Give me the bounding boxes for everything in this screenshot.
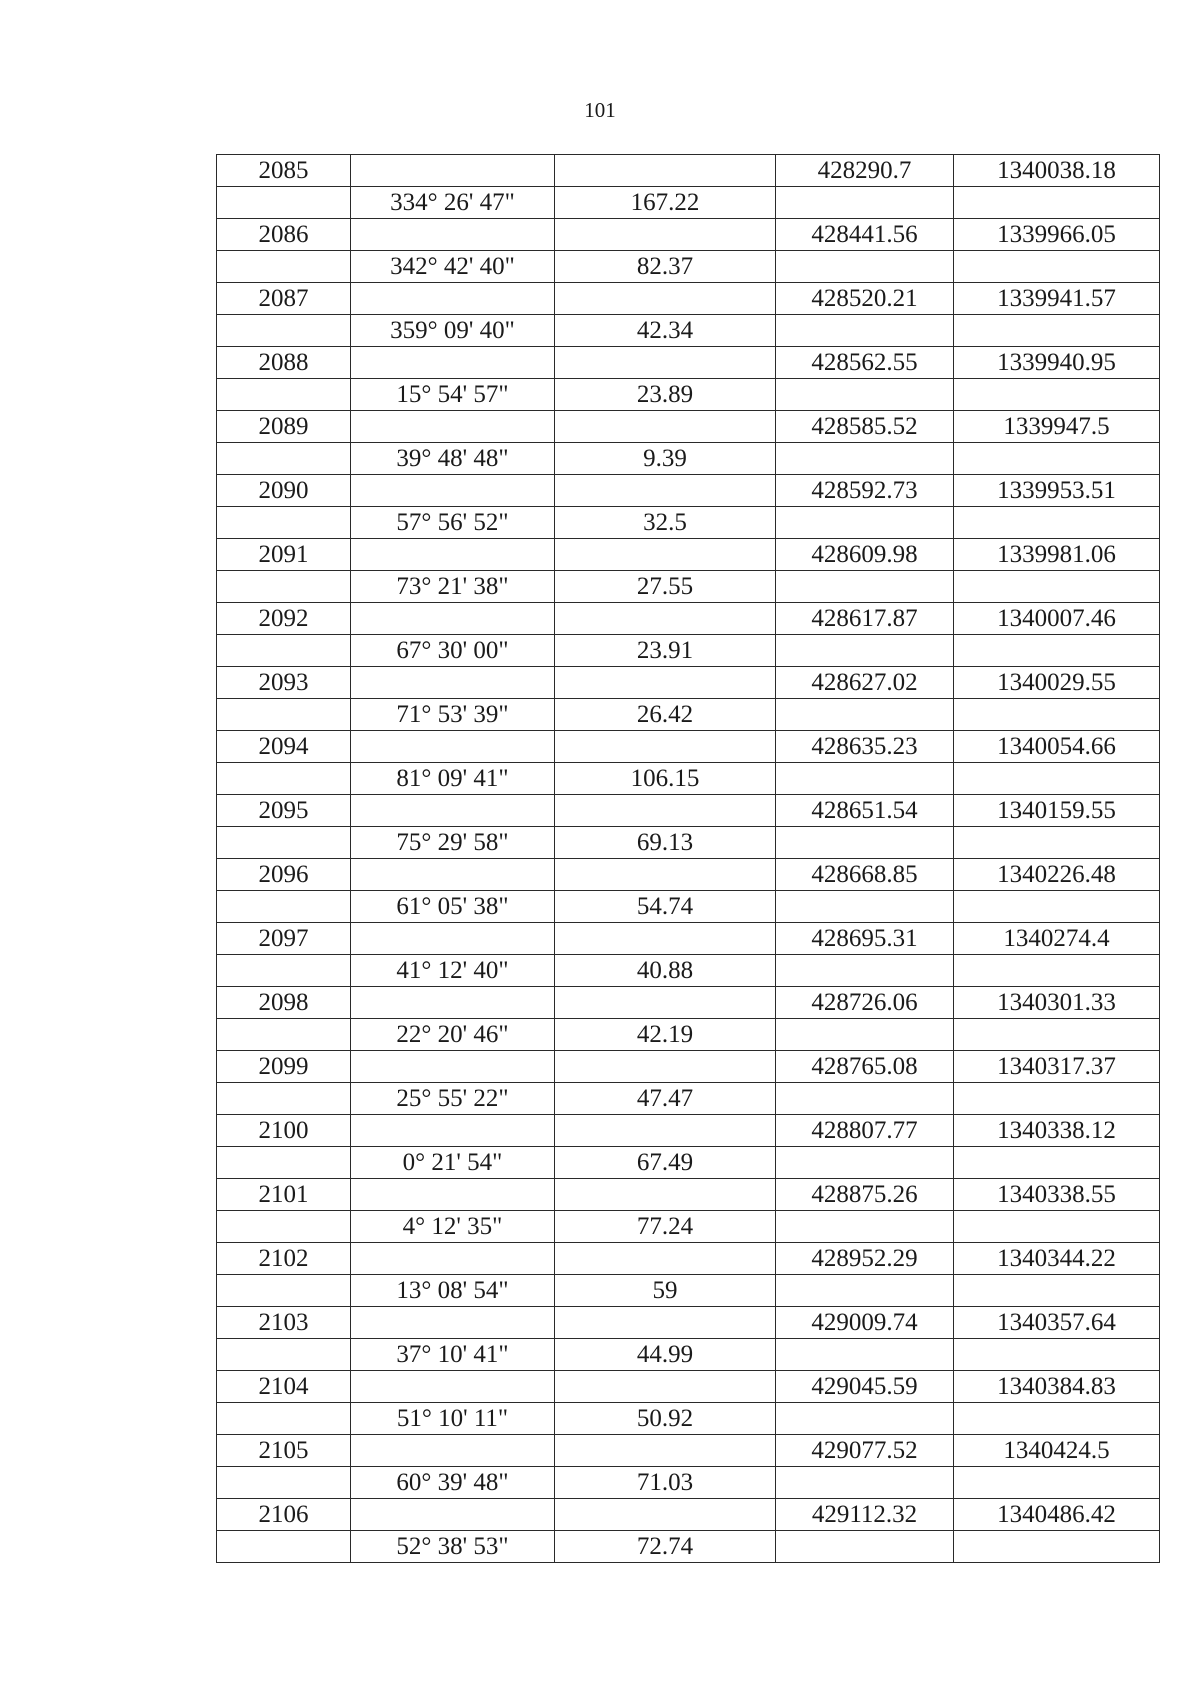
easting-cell: 428635.23	[776, 731, 954, 763]
empty-cell	[776, 443, 954, 475]
empty-cell	[351, 1243, 555, 1275]
leg-row	[217, 1083, 1160, 1115]
northing-cell: 1340338.12	[954, 1115, 1160, 1147]
bearing-cell: 0° 21' 54"	[351, 1147, 555, 1179]
point-row	[217, 795, 1160, 827]
empty-cell	[351, 1051, 555, 1083]
bearing-cell: 22° 20' 46"	[351, 1019, 555, 1051]
point-row	[217, 347, 1160, 379]
point-row	[217, 1499, 1160, 1531]
bearing-cell: 71° 53' 39"	[351, 699, 555, 731]
point-id-cell: 2103	[217, 1307, 351, 1339]
easting-cell: 428875.26	[776, 1179, 954, 1211]
distance-cell: 47.47	[555, 1083, 776, 1115]
northing-cell: 1340344.22	[954, 1243, 1160, 1275]
empty-cell	[217, 955, 351, 987]
point-id-cell: 2093	[217, 667, 351, 699]
easting-cell: 428765.08	[776, 1051, 954, 1083]
empty-cell	[217, 699, 351, 731]
empty-cell	[776, 1403, 954, 1435]
empty-cell	[351, 1435, 555, 1467]
easting-cell: 428562.55	[776, 347, 954, 379]
empty-cell	[555, 987, 776, 1019]
empty-cell	[351, 539, 555, 571]
empty-cell	[351, 1179, 555, 1211]
empty-cell	[555, 1243, 776, 1275]
empty-cell	[776, 1339, 954, 1371]
distance-cell: 50.92	[555, 1403, 776, 1435]
table-body	[217, 155, 1160, 1563]
point-row	[217, 539, 1160, 571]
page-number: 101	[584, 98, 616, 122]
empty-cell	[555, 667, 776, 699]
distance-cell: 23.91	[555, 635, 776, 667]
survey-coordinates-table	[216, 154, 1160, 1563]
empty-cell	[351, 347, 555, 379]
leg-row	[217, 571, 1160, 603]
northing-cell: 1340486.42	[954, 1499, 1160, 1531]
empty-cell	[217, 1467, 351, 1499]
northing-cell: 1339947.5	[954, 411, 1160, 443]
northing-cell: 1340424.5	[954, 1435, 1160, 1467]
distance-cell: 40.88	[555, 955, 776, 987]
bearing-cell: 57° 56' 52"	[351, 507, 555, 539]
point-id-cell: 2088	[217, 347, 351, 379]
leg-row	[217, 827, 1160, 859]
northing-cell: 1340159.55	[954, 795, 1160, 827]
empty-cell	[351, 1371, 555, 1403]
empty-cell	[217, 1211, 351, 1243]
northing-cell: 1340054.66	[954, 731, 1160, 763]
leg-row	[217, 1339, 1160, 1371]
empty-cell	[555, 923, 776, 955]
point-id-cell: 2104	[217, 1371, 351, 1403]
empty-cell	[217, 507, 351, 539]
empty-cell	[954, 187, 1160, 219]
empty-cell	[351, 859, 555, 891]
empty-cell	[954, 1275, 1160, 1307]
northing-cell: 1340274.4	[954, 923, 1160, 955]
distance-cell: 42.19	[555, 1019, 776, 1051]
point-row	[217, 1371, 1160, 1403]
empty-cell	[217, 1339, 351, 1371]
empty-cell	[776, 763, 954, 795]
distance-cell: 32.5	[555, 507, 776, 539]
empty-cell	[555, 1115, 776, 1147]
point-row	[217, 603, 1160, 635]
empty-cell	[954, 1083, 1160, 1115]
northing-cell: 1339953.51	[954, 475, 1160, 507]
leg-row	[217, 1019, 1160, 1051]
distance-cell: 59	[555, 1275, 776, 1307]
distance-cell: 9.39	[555, 443, 776, 475]
leg-row	[217, 251, 1160, 283]
northing-cell: 1339940.95	[954, 347, 1160, 379]
leg-row	[217, 1275, 1160, 1307]
empty-cell	[776, 571, 954, 603]
empty-cell	[776, 251, 954, 283]
point-row	[217, 411, 1160, 443]
empty-cell	[217, 187, 351, 219]
point-id-cell: 2097	[217, 923, 351, 955]
point-id-cell: 2106	[217, 1499, 351, 1531]
empty-cell	[351, 155, 555, 187]
easting-cell: 428520.21	[776, 283, 954, 315]
empty-cell	[954, 891, 1160, 923]
distance-cell: 71.03	[555, 1467, 776, 1499]
empty-cell	[217, 1147, 351, 1179]
bearing-cell: 15° 54' 57"	[351, 379, 555, 411]
point-row	[217, 283, 1160, 315]
bearing-cell: 51° 10' 11"	[351, 1403, 555, 1435]
empty-cell	[776, 699, 954, 731]
point-row	[217, 475, 1160, 507]
point-row	[217, 923, 1160, 955]
point-row	[217, 1435, 1160, 1467]
empty-cell	[351, 1115, 555, 1147]
easting-cell: 429045.59	[776, 1371, 954, 1403]
empty-cell	[776, 635, 954, 667]
easting-cell: 428668.85	[776, 859, 954, 891]
bearing-cell: 342° 42' 40"	[351, 251, 555, 283]
bearing-cell: 13° 08' 54"	[351, 1275, 555, 1307]
leg-row	[217, 1147, 1160, 1179]
bearing-cell: 4° 12' 35"	[351, 1211, 555, 1243]
northing-cell: 1340301.33	[954, 987, 1160, 1019]
point-id-cell: 2098	[217, 987, 351, 1019]
distance-cell: 26.42	[555, 699, 776, 731]
easting-cell: 429009.74	[776, 1307, 954, 1339]
empty-cell	[954, 763, 1160, 795]
leg-row	[217, 315, 1160, 347]
empty-cell	[351, 475, 555, 507]
empty-cell	[776, 1467, 954, 1499]
empty-cell	[776, 187, 954, 219]
empty-cell	[555, 1371, 776, 1403]
empty-cell	[351, 795, 555, 827]
bearing-cell: 41° 12' 40"	[351, 955, 555, 987]
leg-row	[217, 891, 1160, 923]
empty-cell	[217, 1403, 351, 1435]
empty-cell	[217, 379, 351, 411]
northing-cell: 1340038.18	[954, 155, 1160, 187]
empty-cell	[217, 443, 351, 475]
empty-cell	[954, 635, 1160, 667]
northing-cell: 1340226.48	[954, 859, 1160, 891]
northing-cell: 1340357.64	[954, 1307, 1160, 1339]
empty-cell	[555, 795, 776, 827]
bearing-cell: 52° 38' 53"	[351, 1531, 555, 1563]
northing-cell: 1339941.57	[954, 283, 1160, 315]
empty-cell	[954, 315, 1160, 347]
empty-cell	[351, 923, 555, 955]
leg-row	[217, 1211, 1160, 1243]
point-id-cell: 2091	[217, 539, 351, 571]
empty-cell	[555, 731, 776, 763]
empty-cell	[351, 603, 555, 635]
point-id-cell: 2099	[217, 1051, 351, 1083]
point-row	[217, 667, 1160, 699]
empty-cell	[776, 827, 954, 859]
empty-cell	[351, 1499, 555, 1531]
northing-cell: 1339966.05	[954, 219, 1160, 251]
empty-cell	[776, 1211, 954, 1243]
northing-cell: 1339981.06	[954, 539, 1160, 571]
distance-cell: 69.13	[555, 827, 776, 859]
distance-cell: 167.22	[555, 187, 776, 219]
empty-cell	[776, 1083, 954, 1115]
empty-cell	[776, 1019, 954, 1051]
point-id-cell: 2102	[217, 1243, 351, 1275]
empty-cell	[776, 1531, 954, 1563]
empty-cell	[217, 827, 351, 859]
distance-cell: 77.24	[555, 1211, 776, 1243]
leg-row	[217, 379, 1160, 411]
empty-cell	[954, 1339, 1160, 1371]
empty-cell	[954, 571, 1160, 603]
empty-cell	[954, 379, 1160, 411]
distance-cell: 67.49	[555, 1147, 776, 1179]
leg-row	[217, 1403, 1160, 1435]
bearing-cell: 37° 10' 41"	[351, 1339, 555, 1371]
point-row	[217, 1307, 1160, 1339]
easting-cell: 428807.77	[776, 1115, 954, 1147]
empty-cell	[954, 1531, 1160, 1563]
empty-cell	[555, 347, 776, 379]
easting-cell: 428290.7	[776, 155, 954, 187]
easting-cell: 428617.87	[776, 603, 954, 635]
empty-cell	[954, 827, 1160, 859]
distance-cell: 44.99	[555, 1339, 776, 1371]
leg-row	[217, 699, 1160, 731]
empty-cell	[217, 1531, 351, 1563]
empty-cell	[954, 507, 1160, 539]
leg-row	[217, 1467, 1160, 1499]
easting-cell: 429077.52	[776, 1435, 954, 1467]
northing-cell: 1340384.83	[954, 1371, 1160, 1403]
empty-cell	[776, 1275, 954, 1307]
empty-cell	[555, 859, 776, 891]
empty-cell	[954, 1147, 1160, 1179]
distance-cell: 23.89	[555, 379, 776, 411]
bearing-cell: 73° 21' 38"	[351, 571, 555, 603]
empty-cell	[776, 507, 954, 539]
bearing-cell: 25° 55' 22"	[351, 1083, 555, 1115]
point-id-cell: 2094	[217, 731, 351, 763]
northing-cell: 1340007.46	[954, 603, 1160, 635]
point-id-cell: 2089	[217, 411, 351, 443]
point-id-cell: 2092	[217, 603, 351, 635]
empty-cell	[555, 603, 776, 635]
point-row	[217, 987, 1160, 1019]
bearing-cell: 359° 09' 40"	[351, 315, 555, 347]
empty-cell	[776, 379, 954, 411]
easting-cell: 429112.32	[776, 1499, 954, 1531]
empty-cell	[217, 251, 351, 283]
point-row	[217, 1243, 1160, 1275]
empty-cell	[776, 955, 954, 987]
empty-cell	[776, 891, 954, 923]
point-id-cell: 2101	[217, 1179, 351, 1211]
empty-cell	[954, 955, 1160, 987]
point-id-cell: 2095	[217, 795, 351, 827]
empty-cell	[954, 443, 1160, 475]
empty-cell	[217, 891, 351, 923]
point-row	[217, 155, 1160, 187]
empty-cell	[555, 1499, 776, 1531]
easting-cell: 428441.56	[776, 219, 954, 251]
distance-cell: 72.74	[555, 1531, 776, 1563]
northing-cell: 1340338.55	[954, 1179, 1160, 1211]
point-row	[217, 1179, 1160, 1211]
easting-cell: 428651.54	[776, 795, 954, 827]
empty-cell	[555, 1179, 776, 1211]
distance-cell: 42.34	[555, 315, 776, 347]
empty-cell	[351, 411, 555, 443]
easting-cell: 428609.98	[776, 539, 954, 571]
point-id-cell: 2096	[217, 859, 351, 891]
empty-cell	[954, 251, 1160, 283]
easting-cell: 428592.73	[776, 475, 954, 507]
easting-cell: 428627.02	[776, 667, 954, 699]
point-id-cell: 2086	[217, 219, 351, 251]
empty-cell	[555, 283, 776, 315]
distance-cell: 54.74	[555, 891, 776, 923]
leg-row	[217, 187, 1160, 219]
bearing-cell: 61° 05' 38"	[351, 891, 555, 923]
distance-cell: 106.15	[555, 763, 776, 795]
empty-cell	[217, 635, 351, 667]
empty-cell	[351, 987, 555, 1019]
northing-cell: 1340317.37	[954, 1051, 1160, 1083]
empty-cell	[954, 1467, 1160, 1499]
bearing-cell: 334° 26' 47"	[351, 187, 555, 219]
empty-cell	[351, 219, 555, 251]
point-id-cell: 2085	[217, 155, 351, 187]
empty-cell	[954, 1211, 1160, 1243]
empty-cell	[555, 219, 776, 251]
point-row	[217, 1051, 1160, 1083]
empty-cell	[217, 1019, 351, 1051]
point-id-cell: 2090	[217, 475, 351, 507]
empty-cell	[555, 539, 776, 571]
leg-row	[217, 507, 1160, 539]
easting-cell: 428726.06	[776, 987, 954, 1019]
empty-cell	[555, 1051, 776, 1083]
empty-cell	[954, 1019, 1160, 1051]
empty-cell	[954, 699, 1160, 731]
easting-cell: 428952.29	[776, 1243, 954, 1275]
point-row	[217, 1115, 1160, 1147]
point-row	[217, 859, 1160, 891]
empty-cell	[217, 315, 351, 347]
point-row	[217, 731, 1160, 763]
leg-row	[217, 443, 1160, 475]
empty-cell	[217, 1083, 351, 1115]
northing-cell: 1340029.55	[954, 667, 1160, 699]
leg-row	[217, 955, 1160, 987]
empty-cell	[351, 1307, 555, 1339]
empty-cell	[555, 1435, 776, 1467]
bearing-cell: 81° 09' 41"	[351, 763, 555, 795]
point-id-cell: 2105	[217, 1435, 351, 1467]
empty-cell	[351, 731, 555, 763]
distance-cell: 27.55	[555, 571, 776, 603]
empty-cell	[555, 155, 776, 187]
point-id-cell: 2100	[217, 1115, 351, 1147]
leg-row	[217, 763, 1160, 795]
point-row	[217, 219, 1160, 251]
empty-cell	[555, 411, 776, 443]
bearing-cell: 75° 29' 58"	[351, 827, 555, 859]
leg-row	[217, 1531, 1160, 1563]
bearing-cell: 67° 30' 00"	[351, 635, 555, 667]
distance-cell: 82.37	[555, 251, 776, 283]
bearing-cell: 39° 48' 48"	[351, 443, 555, 475]
easting-cell: 428585.52	[776, 411, 954, 443]
empty-cell	[217, 763, 351, 795]
empty-cell	[351, 667, 555, 699]
empty-cell	[776, 315, 954, 347]
empty-cell	[217, 571, 351, 603]
empty-cell	[776, 1147, 954, 1179]
empty-cell	[217, 1275, 351, 1307]
empty-cell	[555, 475, 776, 507]
empty-cell	[351, 283, 555, 315]
point-id-cell: 2087	[217, 283, 351, 315]
empty-cell	[954, 1403, 1160, 1435]
bearing-cell: 60° 39' 48"	[351, 1467, 555, 1499]
easting-cell: 428695.31	[776, 923, 954, 955]
empty-cell	[555, 1307, 776, 1339]
leg-row	[217, 635, 1160, 667]
